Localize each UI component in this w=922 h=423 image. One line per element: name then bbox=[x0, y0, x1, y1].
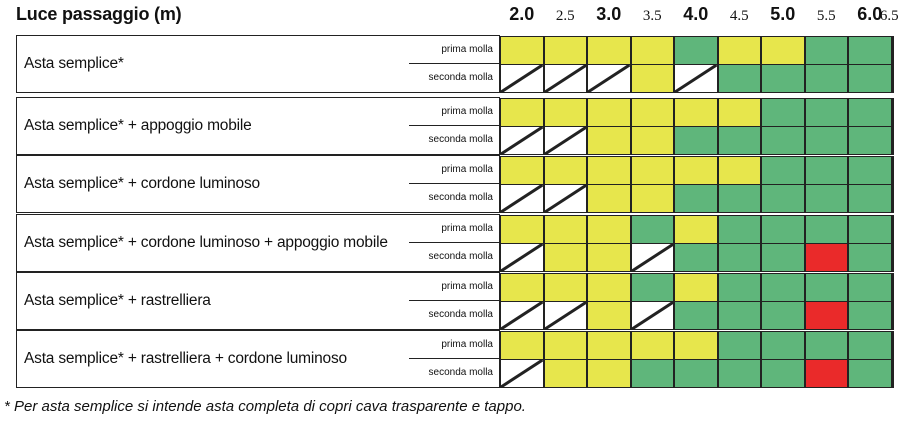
status-cell bbox=[544, 98, 588, 127]
status-cell bbox=[892, 359, 894, 388]
not-applicable-cell bbox=[674, 64, 718, 93]
column-header-3-5: 3.5 bbox=[642, 8, 662, 24]
status-cell bbox=[805, 243, 849, 272]
sub-row-divider bbox=[409, 125, 501, 126]
status-cell bbox=[587, 331, 631, 360]
column-header-4-5: 4.5 bbox=[729, 8, 749, 24]
status-cell bbox=[892, 273, 894, 302]
table-row bbox=[16, 35, 500, 93]
status-cell bbox=[718, 156, 762, 185]
sub-row-divider bbox=[409, 183, 501, 184]
status-cell bbox=[587, 215, 631, 244]
status-cell bbox=[805, 126, 849, 155]
status-cell bbox=[718, 98, 762, 127]
sub-label-seconda-molla: seconda molla bbox=[428, 251, 493, 262]
sub-label-prima-molla: prima molla bbox=[441, 164, 493, 175]
status-cell bbox=[892, 98, 894, 127]
sub-label-prima-molla: prima molla bbox=[441, 281, 493, 292]
status-cell bbox=[761, 243, 805, 272]
diagonal-slash-icon bbox=[545, 302, 587, 329]
table-row bbox=[16, 155, 500, 213]
diagonal-slash-icon bbox=[501, 185, 543, 212]
sub-label-prima-molla: prima molla bbox=[441, 44, 493, 55]
sub-label-seconda-molla: seconda molla bbox=[428, 72, 493, 83]
column-header-2-5: 2.5 bbox=[555, 8, 575, 24]
status-cell bbox=[761, 359, 805, 388]
status-cell bbox=[674, 215, 718, 244]
row-label: Asta semplice* + rastrelliera bbox=[24, 292, 211, 309]
status-cell bbox=[761, 36, 805, 65]
status-cell bbox=[500, 36, 544, 65]
status-cell bbox=[674, 301, 718, 330]
status-cell bbox=[631, 36, 675, 65]
status-cell bbox=[674, 156, 718, 185]
status-cell bbox=[892, 36, 894, 65]
diagonal-slash-icon bbox=[632, 302, 674, 329]
diagonal-slash-icon bbox=[501, 360, 543, 387]
diagonal-slash-icon bbox=[588, 65, 630, 92]
column-header-2-0: 2.0 bbox=[509, 4, 535, 24]
status-cell bbox=[631, 64, 675, 93]
sub-label-seconda-molla: seconda molla bbox=[428, 134, 493, 145]
table-row bbox=[16, 272, 500, 330]
diagonal-slash-icon bbox=[501, 65, 543, 92]
status-cell bbox=[718, 359, 762, 388]
status-cell bbox=[674, 36, 718, 65]
status-cell bbox=[848, 331, 892, 360]
status-cell bbox=[544, 359, 588, 388]
status-cell bbox=[631, 331, 675, 360]
status-cell bbox=[805, 331, 849, 360]
diagonal-slash-icon bbox=[632, 244, 674, 271]
status-cell bbox=[587, 301, 631, 330]
status-cell bbox=[674, 98, 718, 127]
status-cell bbox=[631, 215, 675, 244]
status-cell bbox=[848, 359, 892, 388]
table-row bbox=[16, 330, 500, 388]
status-cell bbox=[848, 184, 892, 213]
table-title: Luce passaggio (m) bbox=[16, 4, 182, 24]
not-applicable-cell bbox=[500, 359, 544, 388]
status-cell bbox=[761, 273, 805, 302]
status-cell bbox=[761, 126, 805, 155]
status-cell bbox=[631, 184, 675, 213]
row-label: Asta semplice* + cordone luminoso + appoggio mobile bbox=[24, 234, 388, 251]
status-cell bbox=[587, 156, 631, 185]
status-cell bbox=[848, 301, 892, 330]
diagonal-slash-icon bbox=[501, 302, 543, 329]
not-applicable-cell bbox=[587, 64, 631, 93]
status-cell bbox=[674, 331, 718, 360]
column-header-6-0: 6.0 bbox=[857, 4, 883, 24]
status-cell bbox=[587, 36, 631, 65]
column-header-5-0: 5.0 bbox=[770, 4, 796, 24]
status-cell bbox=[892, 301, 894, 330]
status-cell bbox=[544, 273, 588, 302]
sub-row-divider bbox=[409, 300, 501, 301]
diagonal-slash-icon bbox=[501, 127, 543, 154]
status-cell bbox=[544, 156, 588, 185]
status-cell bbox=[587, 243, 631, 272]
not-applicable-cell bbox=[544, 126, 588, 155]
diagonal-slash-icon bbox=[545, 185, 587, 212]
not-applicable-cell bbox=[500, 184, 544, 213]
status-cell bbox=[631, 126, 675, 155]
diagonal-slash-icon bbox=[675, 65, 717, 92]
status-cell bbox=[892, 215, 894, 244]
status-cell bbox=[544, 215, 588, 244]
status-cell bbox=[718, 331, 762, 360]
column-header-5-5: 5.5 bbox=[816, 8, 836, 24]
status-cell bbox=[718, 273, 762, 302]
status-cell bbox=[848, 156, 892, 185]
status-cell bbox=[805, 301, 849, 330]
status-cell bbox=[761, 215, 805, 244]
status-cell bbox=[805, 156, 849, 185]
not-applicable-cell bbox=[500, 64, 544, 93]
status-cell bbox=[805, 98, 849, 127]
not-applicable-cell bbox=[544, 184, 588, 213]
status-cell bbox=[631, 156, 675, 185]
status-cell bbox=[718, 184, 762, 213]
status-cell bbox=[674, 273, 718, 302]
status-cell bbox=[718, 36, 762, 65]
status-cell bbox=[805, 36, 849, 65]
status-cell bbox=[761, 156, 805, 185]
status-cell bbox=[587, 273, 631, 302]
status-cell bbox=[848, 98, 892, 127]
table-row bbox=[16, 214, 500, 272]
status-cell bbox=[718, 243, 762, 272]
status-cell bbox=[718, 301, 762, 330]
diagonal-slash-icon bbox=[545, 65, 587, 92]
status-cell bbox=[848, 64, 892, 93]
column-header-4-0: 4.0 bbox=[683, 4, 709, 24]
status-cell bbox=[587, 359, 631, 388]
sub-label-prima-molla: prima molla bbox=[441, 339, 493, 350]
status-cell bbox=[761, 98, 805, 127]
status-cell bbox=[761, 184, 805, 213]
diagonal-slash-icon bbox=[545, 127, 587, 154]
status-cell bbox=[587, 126, 631, 155]
sub-label-seconda-molla: seconda molla bbox=[428, 309, 493, 320]
status-cell bbox=[544, 243, 588, 272]
status-cell bbox=[500, 215, 544, 244]
status-cell bbox=[805, 184, 849, 213]
status-cell bbox=[500, 156, 544, 185]
status-cell bbox=[674, 359, 718, 388]
column-header-6-5: 6.5 bbox=[879, 8, 899, 24]
sub-label-seconda-molla: seconda molla bbox=[428, 367, 493, 378]
status-cell bbox=[892, 156, 894, 185]
status-cell bbox=[631, 98, 675, 127]
sub-row-divider bbox=[409, 242, 501, 243]
status-cell bbox=[500, 273, 544, 302]
status-cell bbox=[631, 359, 675, 388]
status-cell bbox=[761, 331, 805, 360]
status-cell bbox=[848, 36, 892, 65]
status-cell bbox=[848, 243, 892, 272]
footnote: * Per asta semplice si intende asta completa di copri cava trasparente e tappo. bbox=[4, 398, 526, 415]
status-cell bbox=[892, 331, 894, 360]
not-applicable-cell bbox=[631, 301, 675, 330]
diagonal-slash-icon bbox=[501, 244, 543, 271]
status-cell bbox=[544, 331, 588, 360]
column-header-3-0: 3.0 bbox=[596, 4, 622, 24]
status-cell bbox=[761, 301, 805, 330]
sub-row-divider bbox=[409, 63, 501, 64]
not-applicable-cell bbox=[500, 126, 544, 155]
status-cell bbox=[848, 273, 892, 302]
sub-label-prima-molla: prima molla bbox=[441, 106, 493, 117]
not-applicable-cell bbox=[544, 64, 588, 93]
status-cell bbox=[805, 273, 849, 302]
row-label: Asta semplice* bbox=[24, 55, 124, 72]
status-cell bbox=[718, 64, 762, 93]
status-cell bbox=[674, 184, 718, 213]
status-cell bbox=[761, 64, 805, 93]
status-cell bbox=[848, 215, 892, 244]
status-cell bbox=[674, 126, 718, 155]
status-cell bbox=[805, 359, 849, 388]
row-label: Asta semplice* + appoggio mobile bbox=[24, 117, 252, 134]
status-cell bbox=[544, 36, 588, 65]
table-row bbox=[16, 97, 500, 155]
status-cell bbox=[848, 126, 892, 155]
status-cell bbox=[587, 98, 631, 127]
sub-label-prima-molla: prima molla bbox=[441, 223, 493, 234]
status-cell bbox=[805, 215, 849, 244]
sub-label-seconda-molla: seconda molla bbox=[428, 192, 493, 203]
status-cell bbox=[892, 126, 894, 155]
status-cell bbox=[892, 64, 894, 93]
status-cell bbox=[892, 184, 894, 213]
not-applicable-cell bbox=[500, 301, 544, 330]
status-cell bbox=[892, 243, 894, 272]
not-applicable-cell bbox=[500, 243, 544, 272]
row-label: Asta semplice* + rastrelliera + cordone luminoso bbox=[24, 350, 347, 367]
status-cell bbox=[718, 215, 762, 244]
not-applicable-cell bbox=[631, 243, 675, 272]
row-label: Asta semplice* + cordone luminoso bbox=[24, 175, 260, 192]
not-applicable-cell bbox=[544, 301, 588, 330]
status-cell bbox=[718, 126, 762, 155]
status-cell bbox=[631, 273, 675, 302]
status-cell bbox=[500, 98, 544, 127]
sub-row-divider bbox=[409, 358, 501, 359]
status-cell bbox=[587, 184, 631, 213]
status-cell bbox=[805, 64, 849, 93]
status-cell bbox=[500, 331, 544, 360]
status-cell bbox=[674, 243, 718, 272]
